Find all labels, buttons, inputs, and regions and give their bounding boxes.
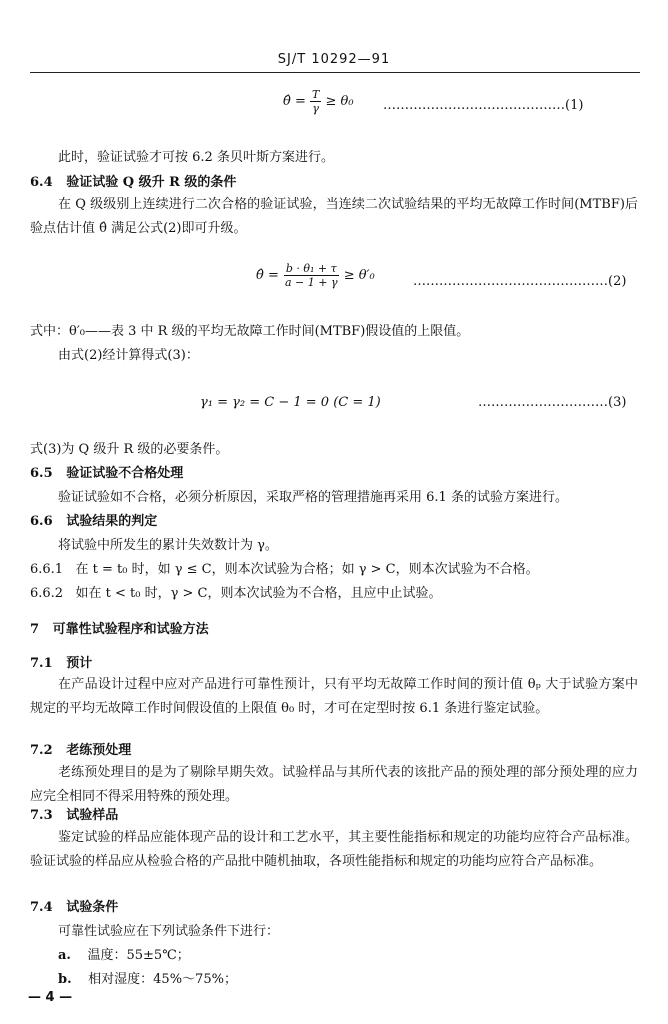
section-number: 6.5 <box>30 466 53 481</box>
clause-text: 如在 t < t₀ 时，γ > C，则本次试验为不合格，且应中止试验。 <box>75 586 442 601</box>
clause-6-6-2 <box>30 586 441 602</box>
section-6-4-heading <box>30 175 236 191</box>
section-7-1-body: 在产品设计过程中应对产品进行可靠性预计，只有平均无故障工作时间的预计值 θₚ 大于试验方案中规定的平均无故障工作时间假设值的上限值 θ₀ 时，才可在定型时按 6.1 条进行鉴定试验。 <box>30 677 638 716</box>
clause-number: 6.6.2 <box>30 586 64 601</box>
where-clause: 式中：θ′₀——表 3 中 R 级的平均无故障工作时间(MTBF)假设值的上限值。 <box>30 324 470 339</box>
section-7-3-heading <box>30 808 118 824</box>
section-title: 预计 <box>66 656 93 671</box>
chapter-7-heading <box>30 622 209 638</box>
section-7-4-body: 可靠性试验应在下列试验条件下进行： <box>58 924 280 939</box>
list-label: b. <box>58 972 72 987</box>
formula-1-rhs: ≥ θ₀ <box>325 94 354 109</box>
formula-2-lhs: θ̂ = <box>256 268 279 283</box>
chapter-title: 可靠性试验程序和试验方法 <box>52 622 209 637</box>
formula-1-numerator: T <box>312 88 320 101</box>
section-6-4-body: 在 Q 级级别上连续进行二次合格的验证试验，当连续二次试验结果的平均无故障工作时间(MTBF)后验点估计值 θ̂ 满足公式(2)即可升级。 <box>30 197 638 236</box>
section-number: 6.4 <box>30 175 53 190</box>
section-number: 7.3 <box>30 808 53 823</box>
formula-3-note: 式(3)为 Q 级升 R 级的必要条件。 <box>30 442 229 457</box>
section-number: 7.4 <box>30 900 53 915</box>
header-rule <box>30 72 640 73</box>
section-number: 6.6 <box>30 514 53 529</box>
formula-1-fraction <box>310 88 321 115</box>
formula-2-numerator: b · θ₁ + τ <box>285 262 337 275</box>
clause-text: 在 t = t₀ 时，如 γ ≤ C，则本次试验为合格；如 γ > C，则本次试验为不合格。 <box>75 562 539 577</box>
formula-1-lhs: θ̂ = <box>283 94 306 109</box>
section-6-6-body: 将试验中所发生的累计失效数计为 γ。 <box>58 538 278 553</box>
chapter-number: 7 <box>30 622 40 637</box>
section-number: 7.2 <box>30 743 53 758</box>
doc-header: SJ/T 10292—91 <box>277 52 391 67</box>
section-7-2-body: 老练预处理目的是为了剔除早期失效。试验样品与其所代表的该批产品的预处理的部分预处理的应力应完全相同不得采用特殊的预处理。 <box>30 765 638 804</box>
formula-3: γ₁ = γ₂ = C − 1 = 0 (C = 1) <box>200 395 381 410</box>
section-number: 7.1 <box>30 656 53 671</box>
section-title: 试验结果的判定 <box>66 514 158 529</box>
list-text: 温度：55±5℃； <box>87 948 190 963</box>
section-title: 验证试验 Q 级升 R 级的条件 <box>66 175 237 190</box>
section-7-3-body: 鉴定试验的样品应能体现产品的设计和工艺水平，其主要性能指标和规定的功能均应符合产品标准。验证试验的样品应从检验合格的产品批中随机抽取，各项性能指标和规定的功能均应符合产品标准。 <box>30 830 638 869</box>
section-6-5-body: 验证试验如不合格，必须分析原因，采取严格的管理措施再采用 6.1 条的试验方案进行。 <box>58 490 568 505</box>
section-7-1-heading <box>30 656 92 672</box>
formula-2 <box>256 262 375 289</box>
formula-2-denominator: a − 1 + γ <box>285 276 338 289</box>
section-title: 试验样品 <box>66 808 119 823</box>
formula-1 <box>283 88 354 115</box>
list-item-a <box>58 948 190 964</box>
derivation-line: 由式(2)经计算得式(3)： <box>58 348 199 363</box>
section-7-4-heading <box>30 900 118 916</box>
formula-3-leader: …………………………(3) <box>478 395 627 410</box>
section-6-5-heading <box>30 466 183 482</box>
section-title: 老练预处理 <box>66 743 132 758</box>
paragraph: 此时，验证试验才可按 6.2 条贝叶斯方案进行。 <box>58 150 334 165</box>
clause-number: 6.6.1 <box>30 562 64 577</box>
formula-2-leader: ………………………………………(2) <box>413 274 627 289</box>
formula-1-denominator: γ <box>312 102 319 115</box>
section-title: 试验条件 <box>66 900 119 915</box>
page-number: — 4 — <box>28 990 73 1005</box>
list-item-b <box>58 972 237 988</box>
section-title: 验证试验不合格处理 <box>66 466 184 481</box>
list-text: 相对湿度：45%～75%； <box>88 972 237 987</box>
formula-2-fraction <box>283 262 340 289</box>
section-6-6-heading <box>30 514 157 530</box>
section-7-2-heading <box>30 743 131 759</box>
formula-1-leader: ……………………………………(1) <box>383 98 584 113</box>
list-label: a. <box>58 948 71 963</box>
clause-6-6-1 <box>30 562 539 578</box>
formula-2-rhs: ≥ θ′₀ <box>343 268 375 283</box>
